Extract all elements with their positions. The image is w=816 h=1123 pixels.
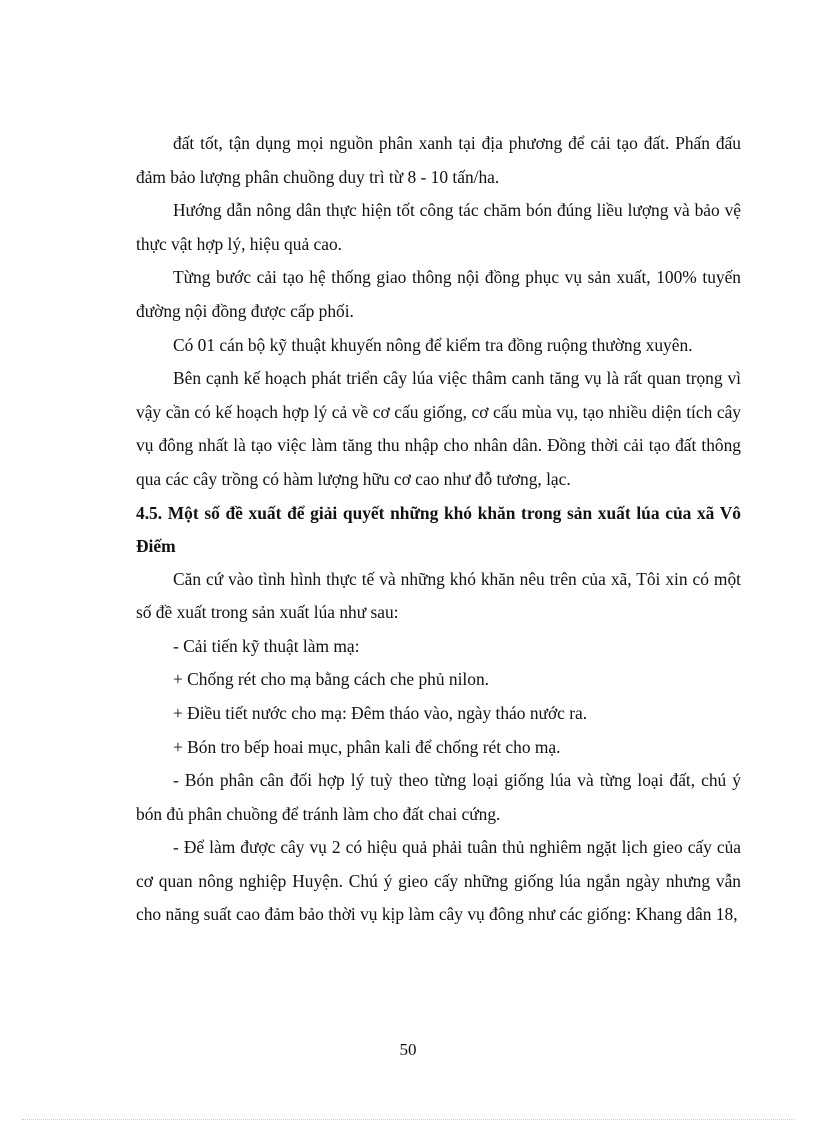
list-item: - Để làm được cây vụ 2 có hiệu quả phải tuân thủ nghiêm ngặt lịch gieo cấy của cơ quan nông nghiệp Huyện. Chú ý gieo cấy những giống lúa ngắn ngày nhưng vẫn cho năng suất cao đảm bảo thời vụ kịp làm cây vụ đông như các giống: Khang dân 18,	[136, 837, 741, 925]
list-item: - Bón phân cân đối hợp lý tuỳ theo từng loại giống lúa và từng loại đất, chú ý bón đủ phân chuồng để tránh làm cho đất chai cứng.	[136, 770, 741, 824]
list-item: - Cải tiến kỹ thuật làm mạ:	[173, 635, 360, 656]
intro-paragraph: Căn cứ vào tình hình thực tế và những khó khăn nêu trên của xã, Tôi xin có một số đề xuất trong sản xuất lúa như sau:	[136, 568, 741, 623]
body-text	[136, 127, 741, 932]
page-edge-divider	[22, 1119, 794, 1120]
list-item: + Bón tro bếp hoai mục, phân kali để chống rét cho mạ.	[173, 736, 561, 757]
paragraph: Có 01 cán bộ kỹ thuật khuyến nông để kiểm tra đồng ruộng thường xuyên.	[173, 334, 693, 355]
paragraph: Bên cạnh kế hoạch phát triển cây lúa việc thâm canh tăng vụ là rất quan trọng vì vậy cần có kế hoạch hợp lý cả về cơ cấu giống, cơ cấu mùa vụ, tạo nhiều diện tích cây vụ đông nhất là tạo việc làm tăng thu nhập cho nhân dân. Đồng thời cải tạo đất thông qua các cây trồng có hàm lượng hữu cơ cao như đỗ tương, lạc.	[136, 368, 741, 489]
list-item: + Điều tiết nước cho mạ: Đêm tháo vào, ngày tháo nước ra.	[173, 702, 588, 723]
paragraph: Hướng dẫn nông dân thực hiện tốt công tác chăm bón đúng liều lượng và bảo vệ thực vật hợp lý, hiệu quả cao.	[136, 200, 741, 254]
list-item: + Chống rét cho mạ bằng cách che phủ nilon.	[173, 669, 489, 690]
section-heading: 4.5. Một số đề xuất để giải quyết những khó khăn trong sản xuất lúa của xã Vô Điếm	[136, 502, 741, 556]
page-number: 50	[399, 1040, 417, 1059]
paragraph: đất tốt, tận dụng mọi nguồn phân xanh tại địa phương để cải tạo đất. Phấn đấu đảm bảo lượng phân chuồng duy trì từ 8 - 10 tấn/ha.	[136, 133, 741, 187]
paragraph: Từng bước cải tạo hệ thống giao thông nội đồng phục vụ sản xuất, 100% tuyến đường nội đồng được cấp phối.	[136, 267, 741, 321]
